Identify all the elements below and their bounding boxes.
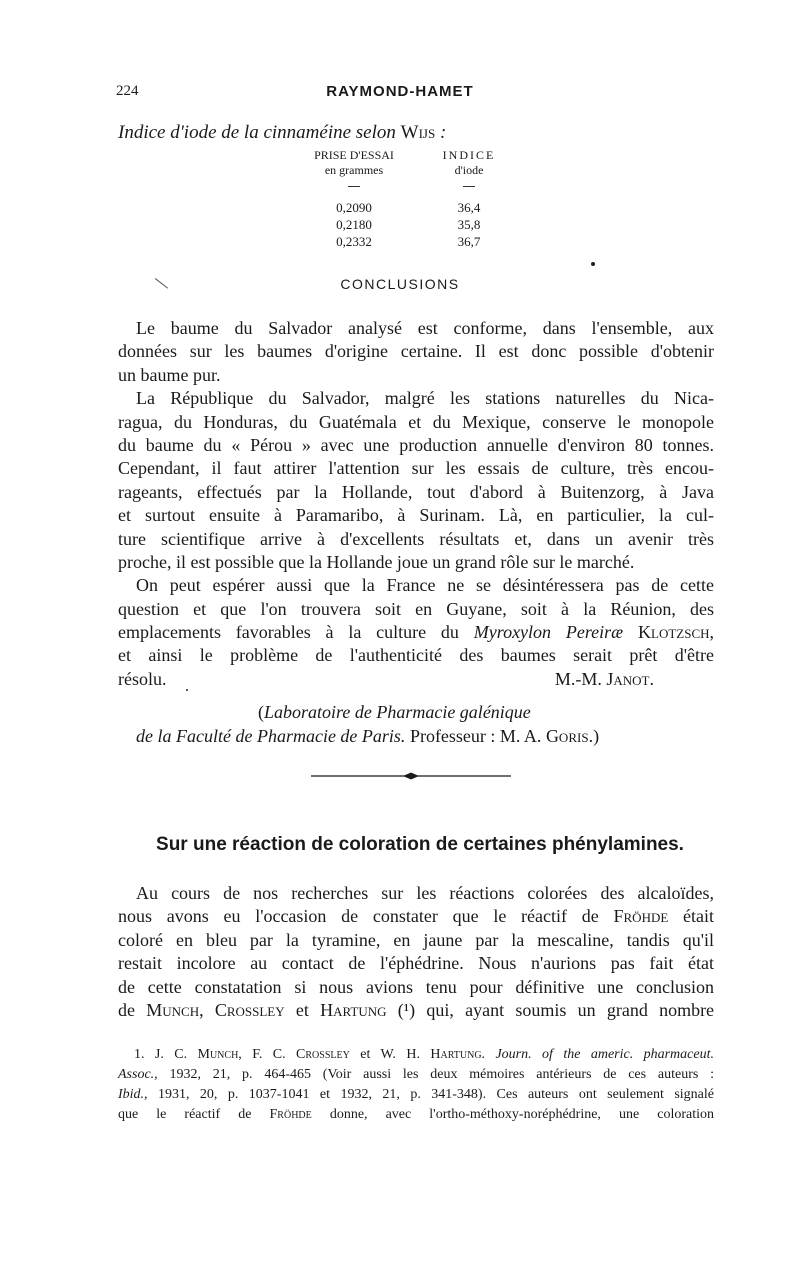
text-line: Au cours de nos recherches sur les réactions colorées des alcaloïdes,	[136, 883, 714, 903]
affiliation	[118, 700, 714, 748]
section-title-author: Wijs	[400, 122, 436, 143]
text-line: coloré en bleu par la tyramine, en jaune par la mescaline, tandis qu'il	[118, 929, 714, 950]
table-header-row-1	[304, 148, 514, 163]
text-line: ture scientifique arrive à d'excellents résultats et, dans un avenir très	[118, 528, 714, 549]
table-col1-header: PRISE D'ESSAI	[314, 148, 394, 162]
text-fragment: 1932, 21, p. 464-465 (Voir aussi les deux mémoires antérieurs de ces auteurs :	[169, 1067, 714, 1082]
text-line	[118, 621, 714, 644]
text-line: rageants, effectués par la Hollande, tout d'abord à Buitenzorg, à Java	[118, 481, 714, 502]
table-row	[304, 216, 514, 233]
table-row	[304, 233, 514, 250]
footnote	[118, 1045, 714, 1125]
table-dash	[424, 178, 514, 193]
section-title-colon: :	[435, 122, 447, 143]
journal-name: Journ. of the americ. pharmaceut.	[495, 1047, 714, 1062]
text-fragment: (¹) qui, ayant soumis un grand nombre	[397, 999, 715, 1020]
iodine-index-table	[304, 148, 514, 250]
table-cell-indice: 36,7	[457, 234, 481, 249]
text-line: question et que l'on trouvera soit en Guyane, soit à la Réunion, des	[118, 598, 714, 619]
footnote-line	[118, 1045, 714, 1065]
text-fragment: donne, avec l'ortho-méthoxy-noréphédrine, une coloration	[329, 1107, 715, 1122]
botanist-name: Klotzsch,	[638, 622, 714, 643]
text-line: proche, il est possible que la Hollande joue un grand rôle sur le marché.	[118, 551, 635, 572]
section-divider-ornament	[311, 771, 511, 781]
signature-row	[118, 668, 714, 691]
table-header-row-2	[304, 163, 514, 178]
article-title: Sur une réaction de coloration de certaines phénylamines.	[156, 834, 684, 855]
laboratory-name: Laboratoire de Pharmacie galénique	[264, 702, 531, 722]
professor-label: Professeur : M. A.	[405, 726, 542, 746]
text-line: résolu.	[118, 668, 167, 689]
journal-name: Assoc.,	[118, 1067, 158, 1082]
text-line	[118, 905, 714, 928]
running-head: RAYMOND-HAMET	[326, 83, 474, 100]
text-fragment: F. C.	[252, 1047, 286, 1062]
table-cell-indice: 36,4	[457, 200, 481, 215]
table-dash	[304, 178, 404, 193]
faculty-name: de la Faculté de Pharmacie de Paris.	[136, 726, 406, 746]
table-col2-subheader: d'iode	[454, 163, 484, 177]
text-fragment: 1931, 20, p. 1037-1041 et 1932, 21, p. 341-348). Ces auteurs ont seulement signalé	[158, 1087, 714, 1102]
text-fragment: emplacements favorables à la culture du	[118, 622, 459, 643]
text-fragment: que le réactif de	[118, 1107, 252, 1122]
text-line: Le baume du Salvador analysé est conforme, dans l'ensemble, aux	[136, 318, 714, 338]
footnote-line	[118, 1085, 714, 1105]
section-title	[118, 122, 446, 144]
page-number: 224	[116, 83, 139, 99]
text-line: La République du Salvador, malgré les stations naturelles du Nica-	[136, 388, 714, 409]
table-cell-prise: 0,2090	[336, 200, 372, 215]
text-fragment: de	[118, 999, 135, 1020]
section-title-text: Indice d'iode de la cinnaméine selon	[118, 122, 396, 143]
table-cell-prise: 0,2332	[336, 234, 372, 249]
reagent-name: Fröhde	[269, 1107, 312, 1122]
table-dash-row	[304, 178, 514, 193]
affiliation-line-2	[118, 724, 714, 748]
ink-speck	[591, 262, 595, 266]
signature: M.-M. Janot.	[554, 668, 654, 689]
text-line: données sur les baumes d'origine certaine. Il est donc possible d'obtenir	[118, 341, 714, 362]
text-fragment: était	[683, 906, 715, 927]
article-body	[118, 882, 714, 1022]
author-name: Hartung.	[430, 1047, 486, 1062]
ink-speck	[186, 689, 188, 691]
author-name: Munch,	[197, 1047, 242, 1062]
text-line: restait incolore au contact de l'éphédrine. Nous n'aurions pas fait état	[118, 953, 714, 974]
author-name: Munch,	[146, 999, 204, 1020]
footnote-line	[118, 1105, 714, 1125]
conclusions-body	[118, 317, 714, 691]
table-cell-prise: 0,2180	[336, 217, 372, 232]
footnote-line	[118, 1065, 714, 1085]
text-line: du baume du « Pérou » avec une production annuelle d'environ 80 tonnes.	[118, 434, 714, 455]
text-line: Cependant, il faut attirer l'attention sur les essais de culture, très encou-	[118, 458, 714, 479]
text-line: et surtout ensuite à Paramaribo, à Surinam. Là, en particulier, la cul-	[118, 505, 714, 526]
text-fragment: nous avons eu l'occasion de constater que le réactif de	[118, 906, 599, 927]
table-col2-header: INDICE	[442, 148, 496, 162]
author-name: Crossley	[296, 1047, 350, 1062]
affiliation-line-1	[118, 700, 714, 724]
text-fragment: et	[295, 999, 309, 1020]
table-cell-indice: 35,8	[457, 217, 481, 232]
text-line	[118, 999, 714, 1022]
text-fragment: 1. J. C.	[134, 1047, 188, 1062]
reagent-name: Fröhde	[613, 906, 669, 927]
text-line: ragua, du Honduras, du Guatémala et du Mexique, conserve le monopole	[118, 411, 714, 432]
ibid: Ibid.,	[118, 1087, 148, 1102]
species-name: Myroxylon Pereiræ	[473, 622, 624, 643]
text-line: de cette constatation si nous avions tenu pour définitive une conclusion	[118, 976, 714, 997]
close-paren: .)	[588, 726, 600, 746]
text-line: On peut espérer aussi que la France ne se désintéressera pas de cette	[136, 575, 714, 596]
table-col1-subheader: en grammes	[324, 163, 384, 177]
professor-name: Goris	[545, 726, 589, 746]
text-line: et ainsi le problème de l'authenticité des baumes serait prêt d'être	[118, 645, 714, 666]
author-name: Crossley	[214, 999, 285, 1020]
author-name: Hartung	[320, 999, 387, 1020]
text-line: un baume pur.	[118, 364, 221, 385]
text-fragment: et W. H.	[360, 1047, 420, 1062]
conclusions-heading: CONCLUSIONS	[340, 276, 460, 292]
table-row	[304, 199, 514, 216]
open-paren: (	[258, 702, 264, 722]
